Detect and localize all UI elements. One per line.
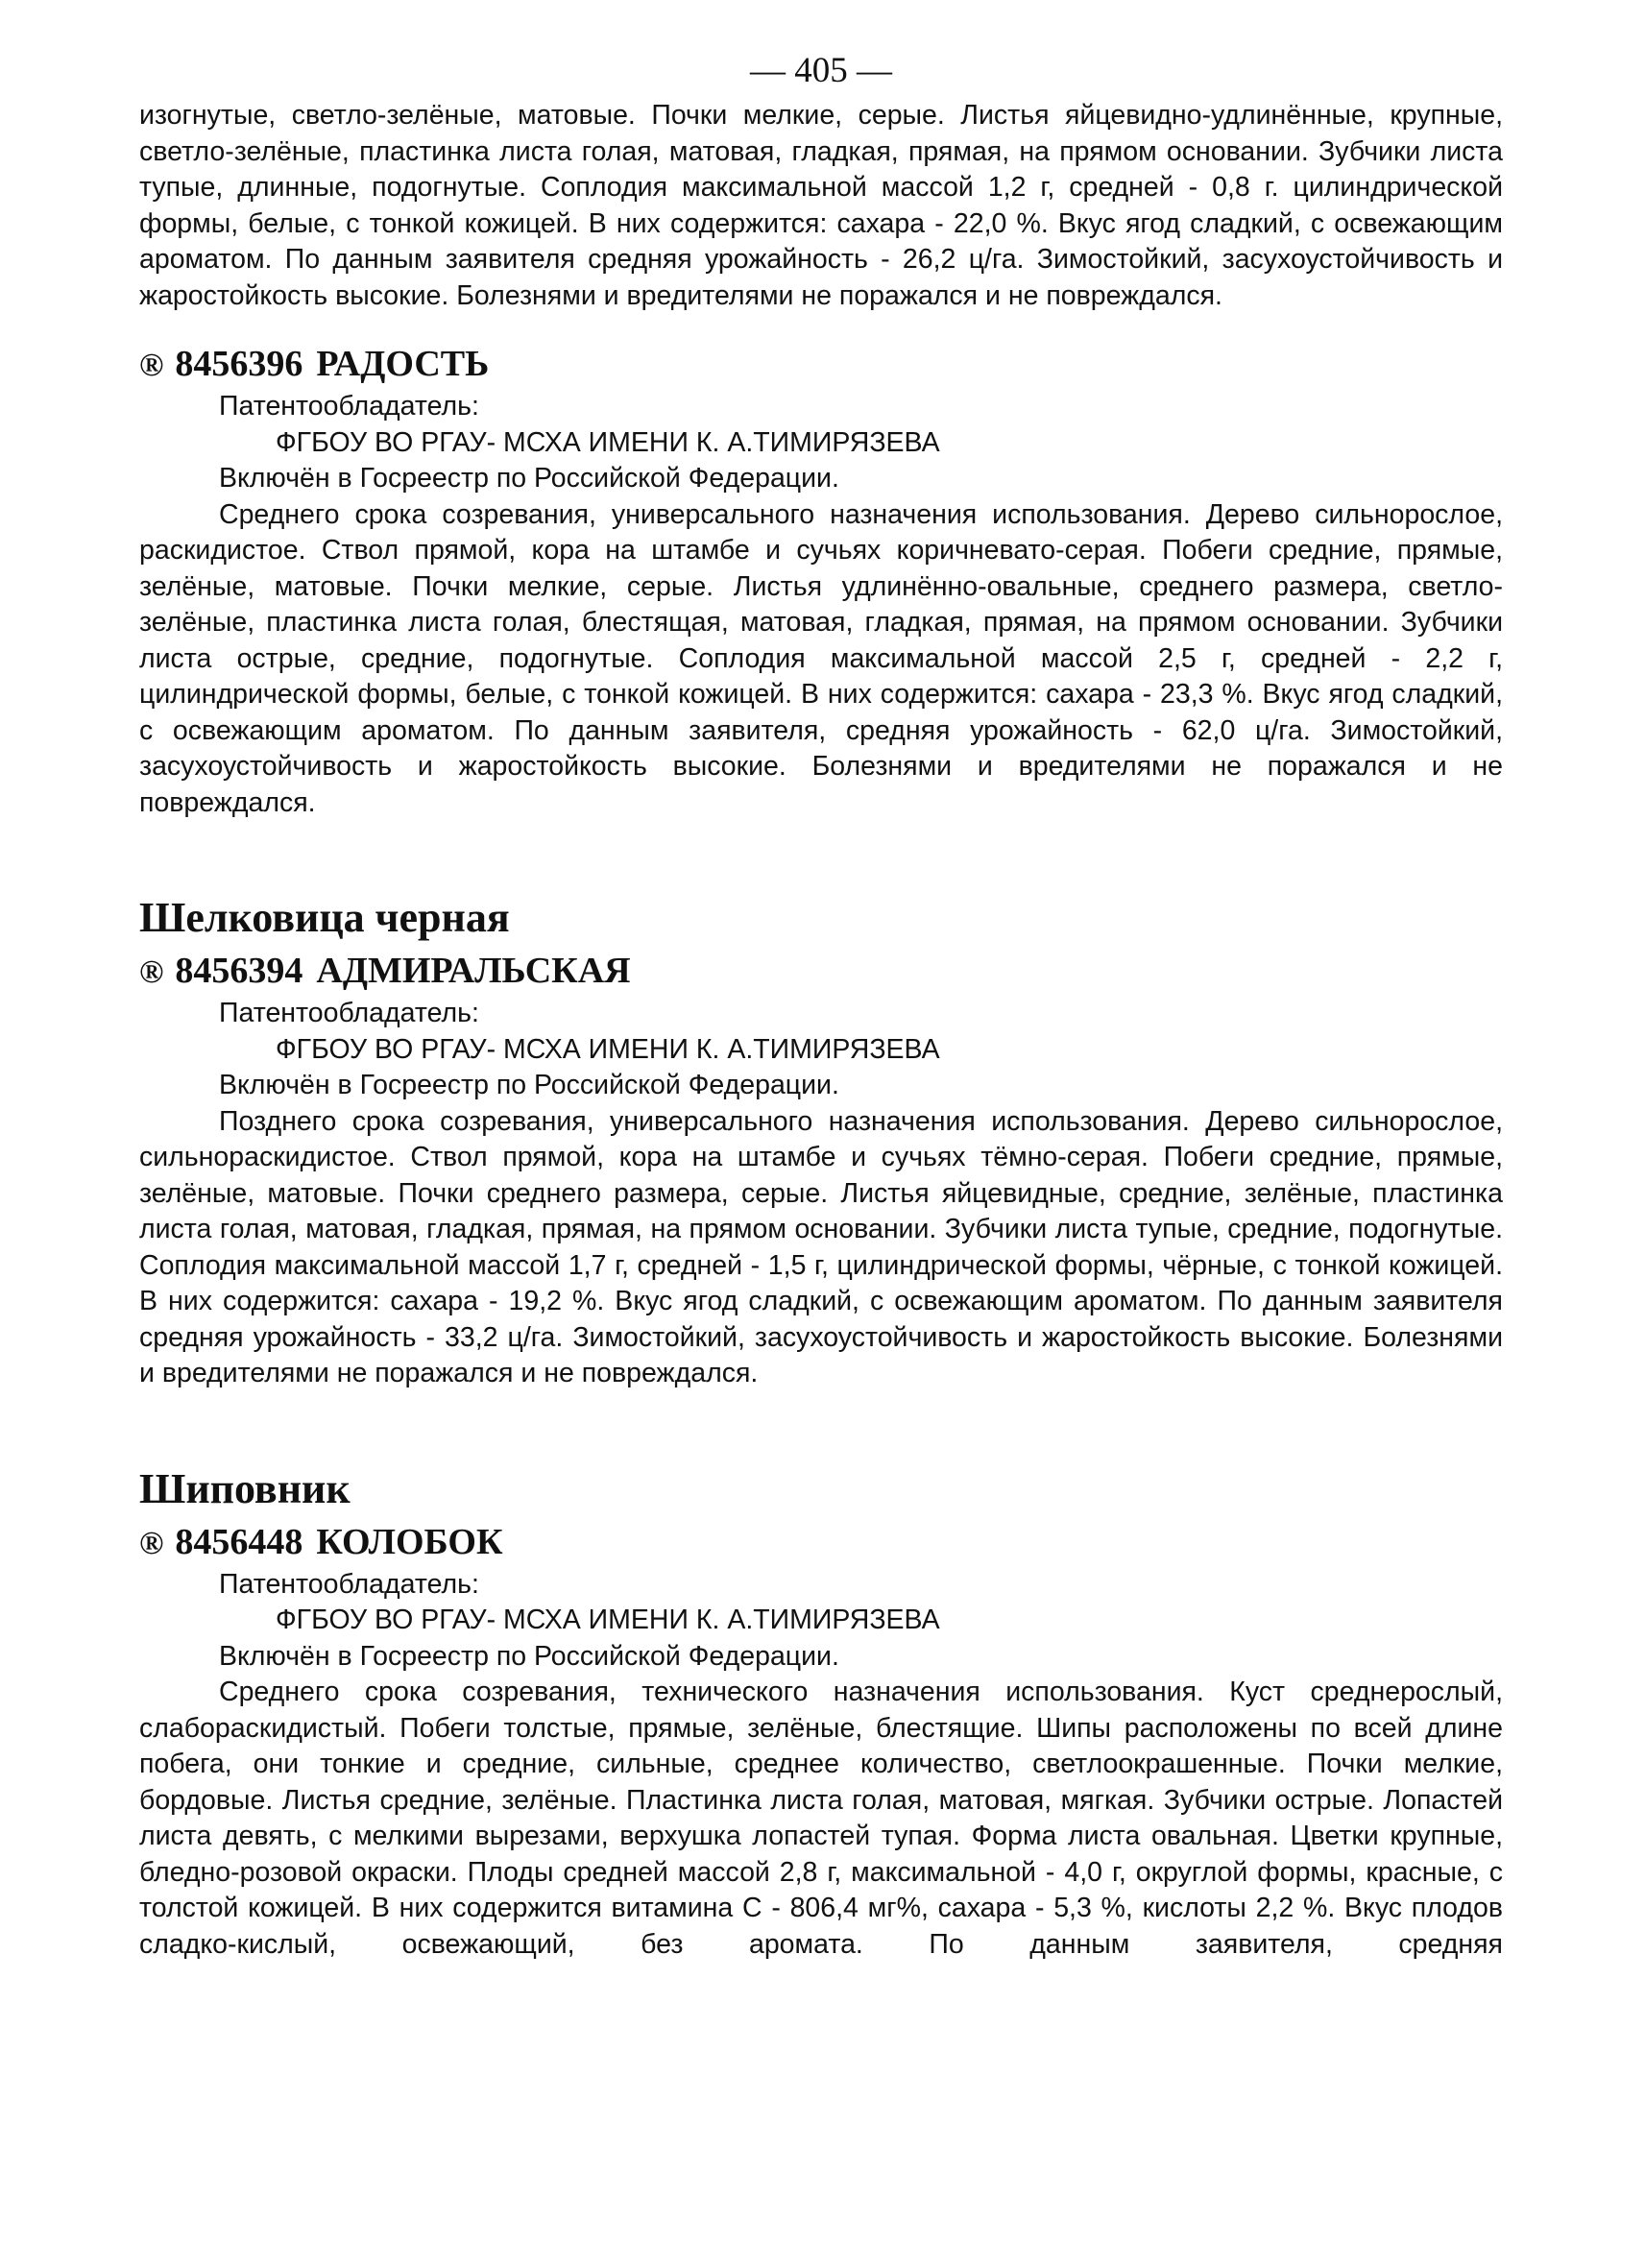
variety-name: РАДОСТЬ <box>316 344 490 384</box>
variety-description: Позднего срока созревания, универсального назначения использования. Дерево сильнорослое, сильнораскидистое. Ствол прямой, кора на штамбе и сучьях тёмно-серая. Побеги средние, прямые, зелёные, матовые. Почки среднего размера, серые. Листья яйцевидные, средние, зелёные, пластинка листа голая, матовая, гладкая, прямая, на прямом основании. Зубчики листа тупые, средние, подогнутые. Соплодия максимальной массой 1,7 г, средней - 1,5 г, цилиндрической формы, чёрные, с тонкой кожицей. В них содержится: сахара - 19,2 %. Вкус ягод сладкий, с освежающим ароматом. По данным заявителя средняя урожайность - 33,2 ц/га. Зимостойкий, засухоустойчивость и жаростойкость высокие. Болезнями и вредителями не поражался и не повреждался. <box>139 1105 1503 1388</box>
holder-name: ФГБОУ ВО РГАУ- МСХА ИМЕНИ К. А.ТИМИРЯЗЕВА <box>276 1033 940 1065</box>
variety-entry-kolobok <box>139 1463 1503 1964</box>
registry-note: Включён в Госреестр по Российской Федерации. <box>219 1070 839 1100</box>
registry-note: Включён в Госреестр по Российской Федерации. <box>219 463 839 494</box>
registration-number: 8456448 <box>175 1521 303 1562</box>
registration-heading <box>139 341 1503 389</box>
registration-number: 8456394 <box>175 951 303 991</box>
variety-name: АДМИРАЛЬСКАЯ <box>316 951 631 991</box>
variety-description: Среднего срока созревания, технического назначения использования. Куст среднерослый, слабораскидистый. Побеги толстые, прямые, зелёные, блестящие. Шипы расположены по всей длине побега, они тонкие и средние, сильные, среднее количество, светлоокрашенные. Почки мелкие, бордовые. Листья средние, зелёные. Пластинка листа голая, матовая, мягкая. Зубчики острые. Лопастей листа девять, с мелкими вырезами, верхушка лопастей тупая. Форма листа овальная. Цветки крупные, бледно-розовой окраски. Плоды средней массой 2,8 г, максимальной - 4,0 г, округлой формы, красные, с толстой кожицей. В них содержится витамина С - 806,4 мг%, сахара - 5,3 %, кислоты 2,2 %. Вкус плодов сладко-кислый, освежающий, без аромата. По данным заявителя, средняя <box>139 1677 1503 1960</box>
species-heading: Шелковица черная <box>139 894 510 941</box>
holder-label: Патентообладатель: <box>219 1568 479 1600</box>
registered-icon: ® <box>139 954 164 990</box>
variety-description: Среднего срока созревания, универсального назначения использования. Дерево сильнорослое, раскидистое. Ствол прямой, кора на штамбе и сучьях коричневато-серая. Побеги средние, прямые, зелёные, матовые. Почки мелкие, серые. Листья удлинённо-овальные, среднего размера, светло-зелёные, пластинка листа голая, блестящая, матовая, гладкая, прямая, на прямом основании. Зубчики листа острые, средние, подогнутые. Соплодия максимальной массой 2,5 г, средней - 2,2 г, цилиндрической формы, белые, с тонкой кожицей. В них содержится: сахара - 23,3 %. Вкус ягод сладкий, с освежающим ароматом. По данным заявителя, средняя урожайность - 62,0 ц/га. Зимостойкий, засухоустойчивость и жаростойкость высокие. Болезнями и вредителями не поражался и не повреждался. <box>139 498 1503 818</box>
registration-number: 8456396 <box>175 344 303 384</box>
registration-heading <box>139 1519 1503 1567</box>
document-page <box>139 48 1503 1963</box>
variety-entry-radost <box>139 341 1503 821</box>
holder-name: ФГБОУ ВО РГАУ- МСХА ИМЕНИ К. А.ТИМИРЯЗЕВА <box>276 1604 940 1635</box>
variety-name: КОЛОБОК <box>316 1521 503 1562</box>
page-number: — 405 — <box>750 51 892 90</box>
holder-label: Патентообладатель: <box>219 391 479 422</box>
holder-name: ФГБОУ ВО РГАУ- МСХА ИМЕНИ К. А.ТИМИРЯЗЕВА <box>276 426 940 458</box>
registry-note: Включён в Госреестр по Российской Федерации. <box>219 1640 839 1672</box>
registration-heading <box>139 948 1503 996</box>
variety-entry-admiralskaya <box>139 892 1503 1392</box>
registered-icon: ® <box>139 348 164 383</box>
registered-icon: ® <box>139 1525 164 1561</box>
species-heading: Шиповник <box>139 1464 351 1512</box>
intro-paragraph: изогнутые, светло-зелёные, матовые. Почки мелкие, серые. Листья яйцевидно-удлинённые, крупные, светло-зелёные, пластинка листа голая, матовая, гладкая, прямая, на прямом основании. Зубчики листа тупые, длинные, подогнутые. Соплодия максимальной массой 1,2 г, средней - 0,8 г. цилиндрической формы, белые, с тонкой кожицей. В них содержится: сахара - 22,0 %. Вкус ягод сладкий, с освежающим ароматом. По данным заявителя средняя урожайность - 26,2 ц/га. Зимостойкий, засухоустойчивость и жаростойкость высокие. Болезнями и вредителями не поражался и не повреждался. <box>139 100 1503 311</box>
holder-label: Патентообладатель: <box>219 998 479 1028</box>
